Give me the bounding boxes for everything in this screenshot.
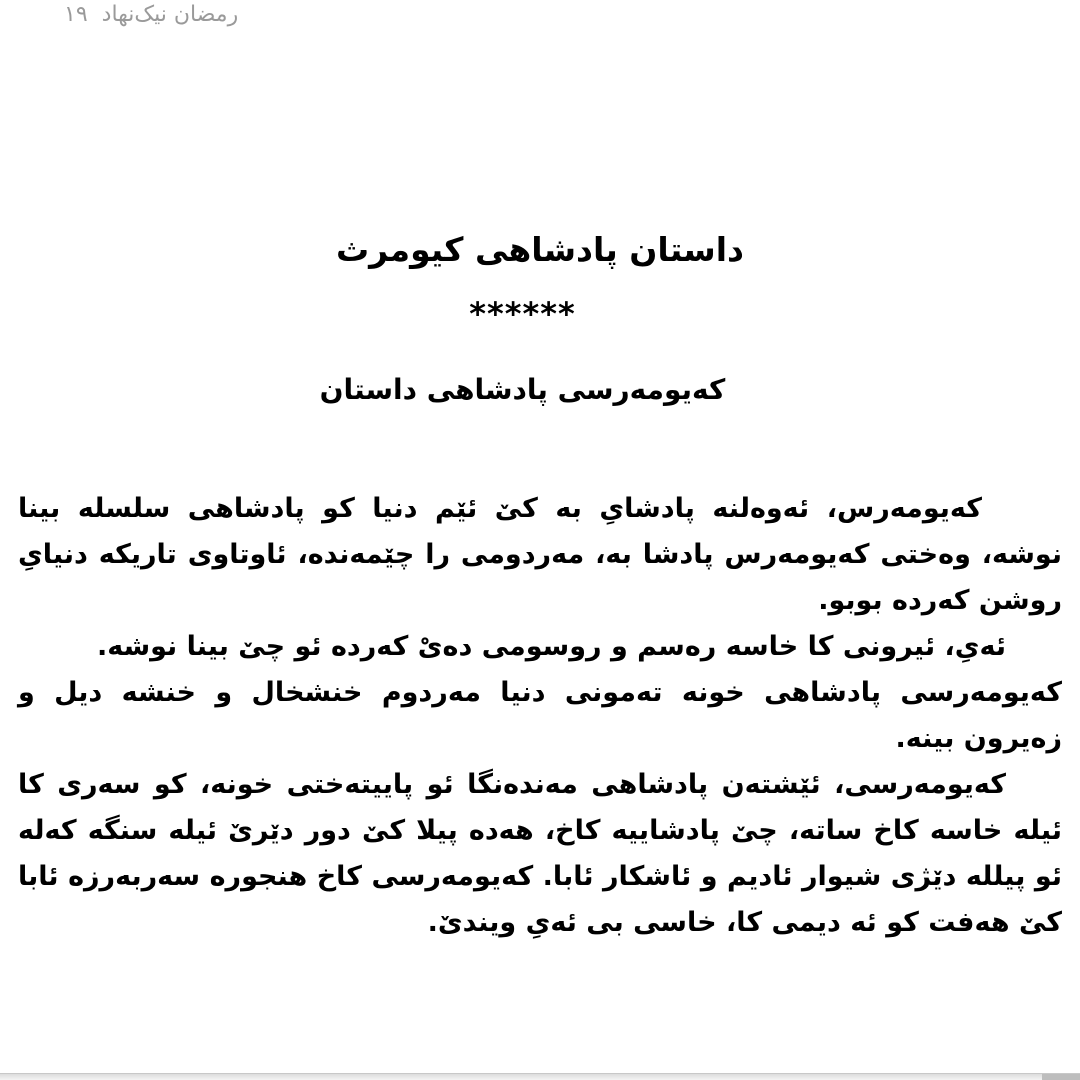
paragraph: کەیومەرس، ئەوەلنە پادشایِ بە کێ ئێم دنیا کو پادشاهی سلسلە بینا نوشە، وەختی کەیومەرس پادشا بە، مەردومی را چێمەندە، ئاوتاوی تاریکە دنیایِ روشن کەردە بوبو. [18, 493, 1062, 616]
scrollbar-thumb[interactable] [1042, 1074, 1080, 1080]
document-subtitle: کەیومەرسی پادشاهی داستان [319, 373, 726, 406]
header-page-number: ۱۹ [64, 2, 88, 27]
page-header [64, 2, 238, 27]
header-author: رمضان نیک‌نهاد [101, 2, 239, 27]
body-text [18, 486, 1062, 946]
paragraph: ئەیِ، ئیرونی کا خاسە رەسم و روسومی دەیْ کەردە ئو چێ بینا نوشە. [96, 631, 1006, 662]
title-separator: ****** [469, 295, 576, 333]
paragraph: کەیومەرسی پادشاهی خونە تەمونی دنیا مەردوم خنشخال و خنشە دیل و زەیرون بینە. [18, 677, 1062, 754]
document-title: داستان پادشاهی کیومرث [335, 230, 744, 269]
paragraph: کەیومەرسی، ئێشتەن پادشاهی مەندەنگا ئو پاییتەختی خونە، کو سەری کا ئیلە خاسە کاخ ساتە، چێ پادشاییە کاخ، هەدە پیلا کێ دور دێرێ ئیلە سنگە کەلە ئو پیللە دێژی شیوار ئادیم و ئاشکار ئابا. کەیومەرسی کاخ هنجورە سەربەرزە ئابا کێ هەفت کو ئە دیمی کا، خاسی بی ئەیِ ویندێ. [18, 769, 1062, 938]
horizontal-scrollbar[interactable] [0, 1073, 1080, 1080]
